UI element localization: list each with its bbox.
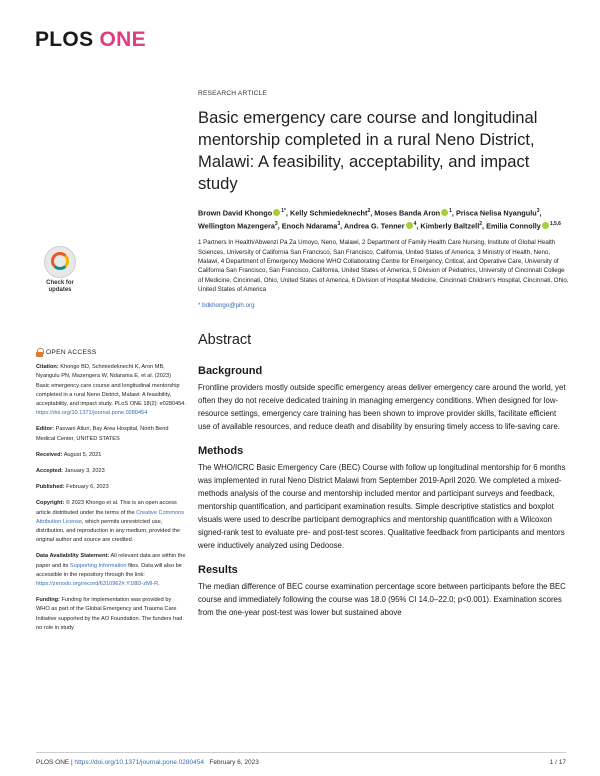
journal-logo [35, 28, 146, 52]
author-affiliation-marker: 3 [536, 208, 540, 214]
footer-journal: PLOS ONE [36, 759, 70, 766]
citation-doi-link[interactable]: https://doi.org/10.1371/journal.pone.0280454 [36, 410, 148, 417]
open-lock-icon [36, 348, 43, 357]
check-for-updates-badge[interactable] [37, 246, 83, 296]
author-separator: , [285, 208, 290, 218]
author-name[interactable]: Kelly Schmiedeknecht [289, 208, 368, 218]
author-name[interactable]: Enoch Ndarama [281, 221, 338, 231]
logo-one: ONE [99, 28, 146, 51]
footer-divider [36, 752, 566, 753]
footer-doi-link[interactable]: https://doi.org/10.1371/journal.pone.0280454 [74, 759, 204, 766]
author-affiliation-marker: 3 [337, 220, 341, 227]
author-affiliation-marker: 2 [367, 208, 371, 214]
supporting-info-link[interactable]: Supporting Information [69, 562, 127, 569]
corresponding-email[interactable]: * bdkhongo@pih.org [198, 301, 255, 309]
author-name[interactable]: Brown David Khongo [198, 208, 273, 218]
author-affiliation-marker: 1 [449, 208, 452, 214]
data-availability-block: Data Availability Statement: All relevant data are within the paper and its Supporting Information files. Data will also be accessible in the repository through the link: https://zenodo.org/record/6310962#.Y1l8D-zMI-R. [36, 553, 186, 588]
author-affiliation-marker: 2 [479, 220, 483, 227]
section-tag: RESEARCH ARTICLE [198, 90, 268, 97]
author-name[interactable]: Emilia Connolly [486, 221, 541, 231]
author-affiliation-marker: 4 [413, 220, 417, 227]
page-footer: PLOS ONE | https://doi.org/10.1371/journal.pone.0280454 February 6, 2023 1 / 17 [36, 759, 566, 766]
methods-text: The WHO/ICRC Basic Emergency Care (BEC) Course with follow up longitudinal mentorship for 6 months was implemented in rural Neno District Malawi from September 2019-April 2020. We completed a mixed-methods analysis of the course and mentorship included mentor and participant surveys and feedback, mentorship quantification, and participant examination results. Simple descriptive statistics and boxplot visuals were used to describe participant demographics and mentorship quantification with a Wilcoxon signed-rank test to evaluate pre- and post-test scores. Qualitative feedback from participants and mentors were inductively analyzed using Dedoose. [198, 462, 566, 550]
orcid-icon[interactable] [441, 209, 448, 216]
author-separator: , [370, 208, 375, 218]
published-block: Published: February 6, 2023 [36, 484, 109, 491]
results-heading: Results [198, 563, 238, 576]
open-access-label: OPEN ACCESS [36, 348, 186, 357]
author-list [198, 206, 570, 231]
author-separator: , [482, 221, 487, 231]
author-separator: , [451, 208, 456, 218]
author-name[interactable]: Andrea G. Tenner [343, 221, 405, 231]
author-name[interactable]: Kimberly Baltzell [420, 221, 480, 231]
update-ring-icon [51, 252, 69, 270]
results-text: The median difference of BEC course examination percentage score between participants before the BEC course and immediately following the course was 18.0 (95% CI 14.0–22.0; p<0.001). Examination scores from the one-year post-test was lower but sustained above [198, 581, 566, 617]
article-title: Basic emergency care course and longitudinal mentorship completed in a rural Neno District, Malawi: A feasibility, acceptability, and impact study [198, 108, 538, 193]
footer-date: February 6, 2023 [209, 759, 259, 766]
author-name[interactable]: Wellington Mazengera [198, 221, 275, 231]
author-separator: , [277, 221, 282, 231]
accepted-block: Accepted: January 3, 2023 [36, 468, 105, 475]
author-affiliation-marker: 1* [281, 208, 286, 214]
affiliations: 1 Partners In Health/Abwenzi Pa Za Umoyo, Neno, Malawi, 2 Department of Family Health Care Nursing, Institute of Global Health Sciences, University of California San Francisco, San Francisco, California, United States of America, 3 Ministry of Health, Neno, Malawi, 4 Department of Emergency Medicine WHO Collaborating Centre for Emergency, Critical, and Operative Care, University of California San Francisco, San Francisco, California, United States of America, 5 Division of Pediatrics, University of Cincinnati College of Medicine, Cincinnati, Ohio, United States of America, 6 Division of Hospital Medicine, Cincinnati Children's Hospital, Cincinnati, Ohio, United States of America [198, 239, 569, 294]
article-sidebar [36, 348, 186, 640]
methods-heading: Methods [198, 444, 244, 457]
editor-block: Editor: Pasvani Atluri, Bay Area Hospital, North Bend Medical Center, UNITED STATES [36, 426, 169, 442]
received-block: Received: August 5, 2021 [36, 451, 102, 458]
author-name[interactable]: Prisca Nelisa Nyangulu [455, 208, 537, 218]
badge-label: Check for updates [46, 280, 74, 293]
orcid-icon[interactable] [273, 209, 280, 216]
author-affiliation-marker: 3 [274, 220, 278, 227]
author-affiliation-marker: 1,5,6 [549, 220, 561, 227]
orcid-icon[interactable] [542, 222, 549, 229]
copyright-block: Copyright: © 2023 Khongo et al. This is an open access article distributed under the terms of the Creative Commons Attribution License, which permits unrestricted use, distribution, and reproduction in any medium, provided the original author and source are credited. [36, 500, 185, 544]
page-number: 1 / 17 [549, 759, 566, 766]
citation-block: Citation: Khongo BD, Schmiedeknecht K, Aron MB, Nyangulu PN, Mazengera W, Ndarama E, et al. (2023) Basic emergency care course and longitudinal mentorship completed in a rural Neno District, Malawi: A feasibility, acceptability, and impact study. PLoS ONE 18(2): e0280454. https://doi.org/10.1371/journal.pone.0280454 [36, 364, 186, 417]
logo-plos: PLOS [35, 28, 94, 51]
orcid-icon[interactable] [406, 222, 413, 229]
author-separator: , [340, 221, 344, 231]
background-text: Frontline providers mostly outside specific emergency areas deliver emergency care around the world, yet often they do not receive dedicated training in managing emergency conditions. When designed for low-resource settings, emergency care training has been shown to improve provider skills, facilitate efficient use of available resources, and reduce death and disability by ensuring timely access to life-saving care. [198, 382, 566, 431]
author-separator: , [416, 221, 421, 231]
abstract-heading: Abstract [198, 331, 252, 348]
author-separator: , [539, 208, 542, 218]
author-name[interactable]: Moses Banda Aron [374, 208, 441, 218]
zenodo-link[interactable]: https://zenodo.org/record/6310962#.Y1l8D-zMI-R [36, 581, 159, 588]
funding-block: Funding: Funding for implementation was provided by WHO as part of the Global Emergency and Trauma Care Initiative supported by the AO Foundation. The funders had no role in study [36, 597, 183, 631]
article-main [198, 90, 570, 619]
license-link[interactable]: Creative Commons Attribution License [36, 509, 185, 525]
background-heading: Background [198, 364, 263, 377]
